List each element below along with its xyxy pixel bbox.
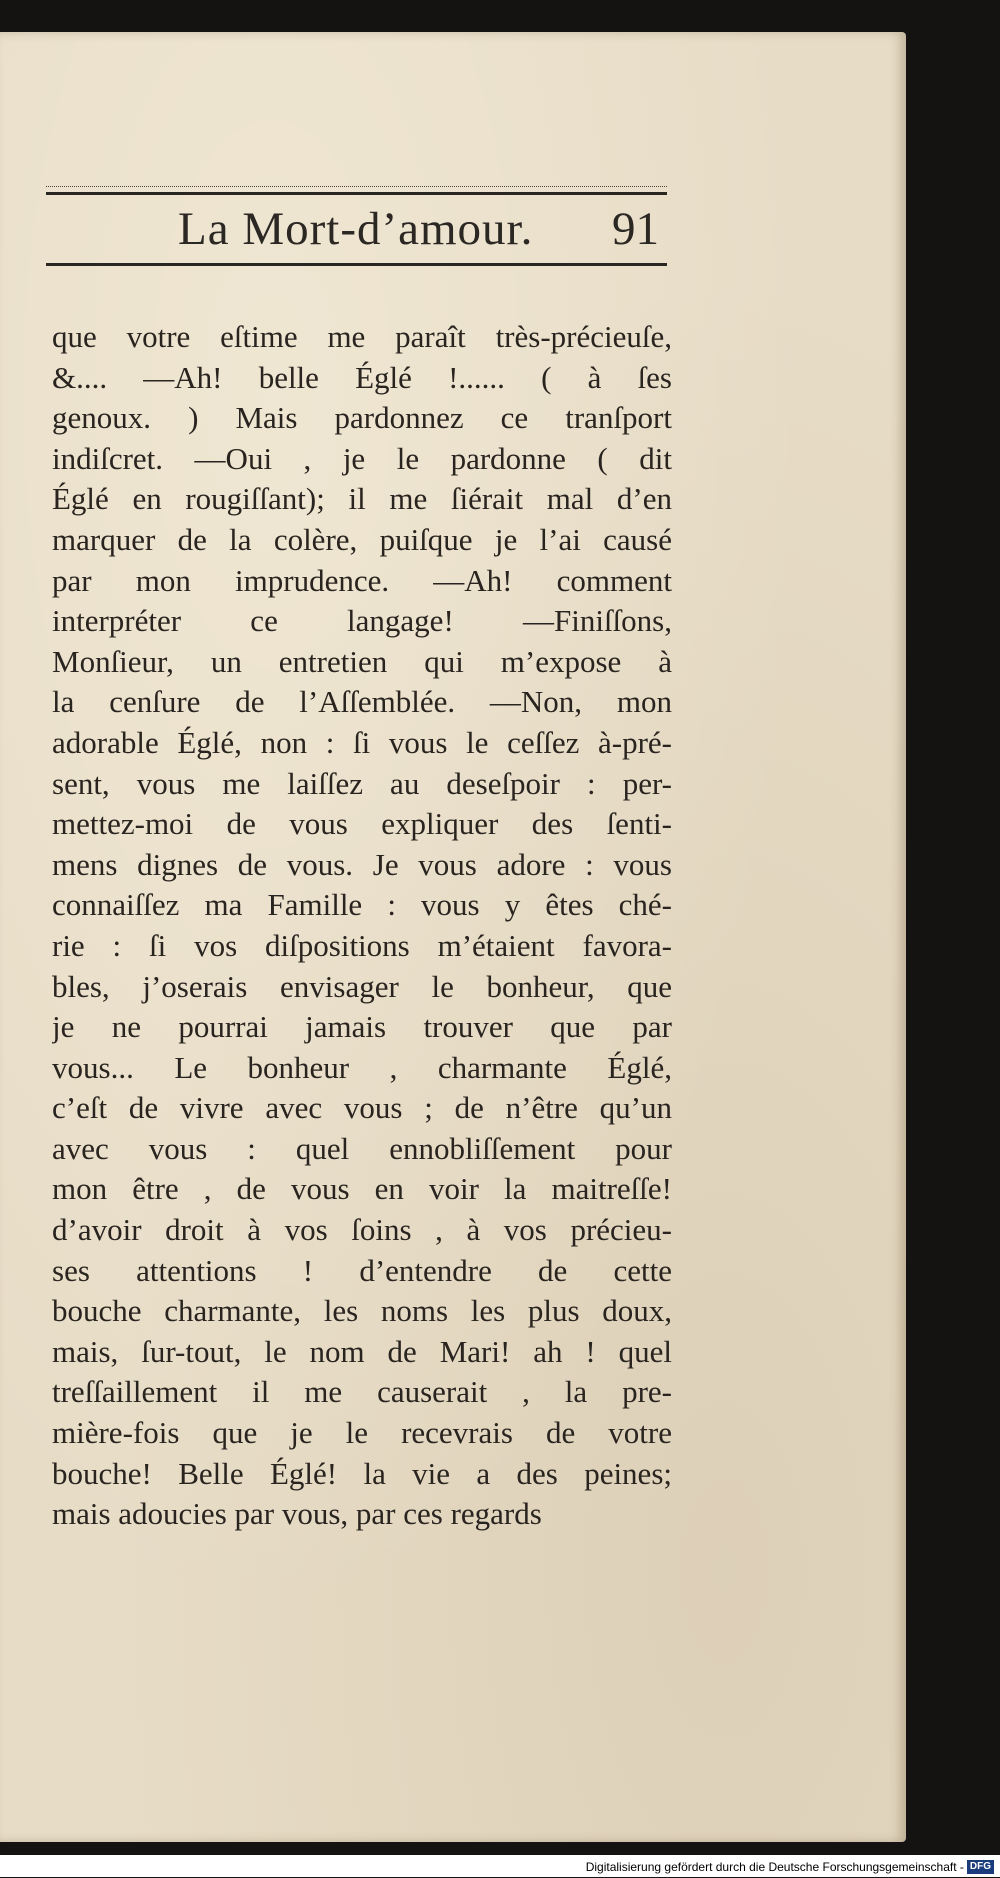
text-line: bouche charmante, les noms les plus doux, [52,1293,672,1329]
text-line: interpréter ce langage! —Finiſſons, [52,603,672,639]
text-line: &.... —Ah! belle Églé !...... ( à ſes [52,359,672,395]
text-line: genoux. ) Mais pardonnez ce tranſport [52,400,672,436]
text-line: mière-fois que je le recevrais de votre [52,1415,672,1451]
text-line: indiſcret. —Oui , je le pardonne ( dit [52,440,672,476]
text-line: sent, vous me laiſſez au deseſpoir : per- [52,765,672,801]
text-line: adorable Églé, non : ſi vous le ceſſez à-pré- [52,724,672,760]
book-page [0,32,906,1842]
text-line: mon être , de vous en voir la maitreſſe! [52,1171,672,1207]
text-line: ses attentions ! d’entendre de cette [52,1252,672,1288]
text-line: rie : ſi vos diſpositions m’étaient favora- [52,927,672,963]
text-line: marquer de la colère, puiſque je l’ai causé [52,521,672,557]
text-line: bles, j’oserais envisager le bonheur, que [52,968,672,1004]
text-line: Monſieur, un entretien qui m’expose à [52,643,672,679]
text-line: mettez-moi de vous expliquer des ſenti- [52,806,672,842]
header-rule-top [46,192,667,195]
text-line: mens dignes de vous. Je vous adore : vous [52,846,672,882]
text-line: la cenſure de l’Aſſemblée. —Non, mon [52,684,672,720]
page-number: 91 [612,203,659,255]
text-line: c’eſt de vivre avec vous ; de n’être qu’un [52,1090,672,1126]
running-title: La Mort-d’amour. [178,203,534,255]
body-text [52,317,672,1535]
text-line: mais adoucies par vous, par ces regards [52,1496,542,1532]
running-head [46,200,667,260]
text-line: par mon imprudence. —Ah! comment [52,562,672,598]
text-line: que votre eſtime me paraît très-précieuſe, [52,319,672,354]
text-line: bouche! Belle Églé! la vie a des peines; [52,1455,672,1491]
text-line: vous... Le bonheur , charmante Églé, [52,1049,672,1085]
header-rule-bottom [46,263,667,266]
text-line: connaiſſez ma Famille : vous y êtes ché- [52,887,672,923]
funding-credit: Digitalisierung gefördert durch die Deutsche Forschungsgemeinschaft - [585,1859,964,1874]
text-line: d’avoir droit à vos ſoins , à vos précieu- [52,1212,672,1248]
digitization-footer [0,1855,1000,1877]
dfg-logo: DFG [967,1860,994,1874]
text-line: je ne pourrai jamais trouver que par [52,1009,672,1045]
text-line: mais, ſur-tout, le nom de Mari! ah ! quel [52,1333,672,1369]
text-line: Églé en rougiſſant); il me ſiérait mal d’en [52,481,672,517]
text-line: avec vous : quel ennobliſſement pour [52,1130,672,1166]
text-line: treſſaillement il me causerait , la pre- [52,1374,672,1410]
